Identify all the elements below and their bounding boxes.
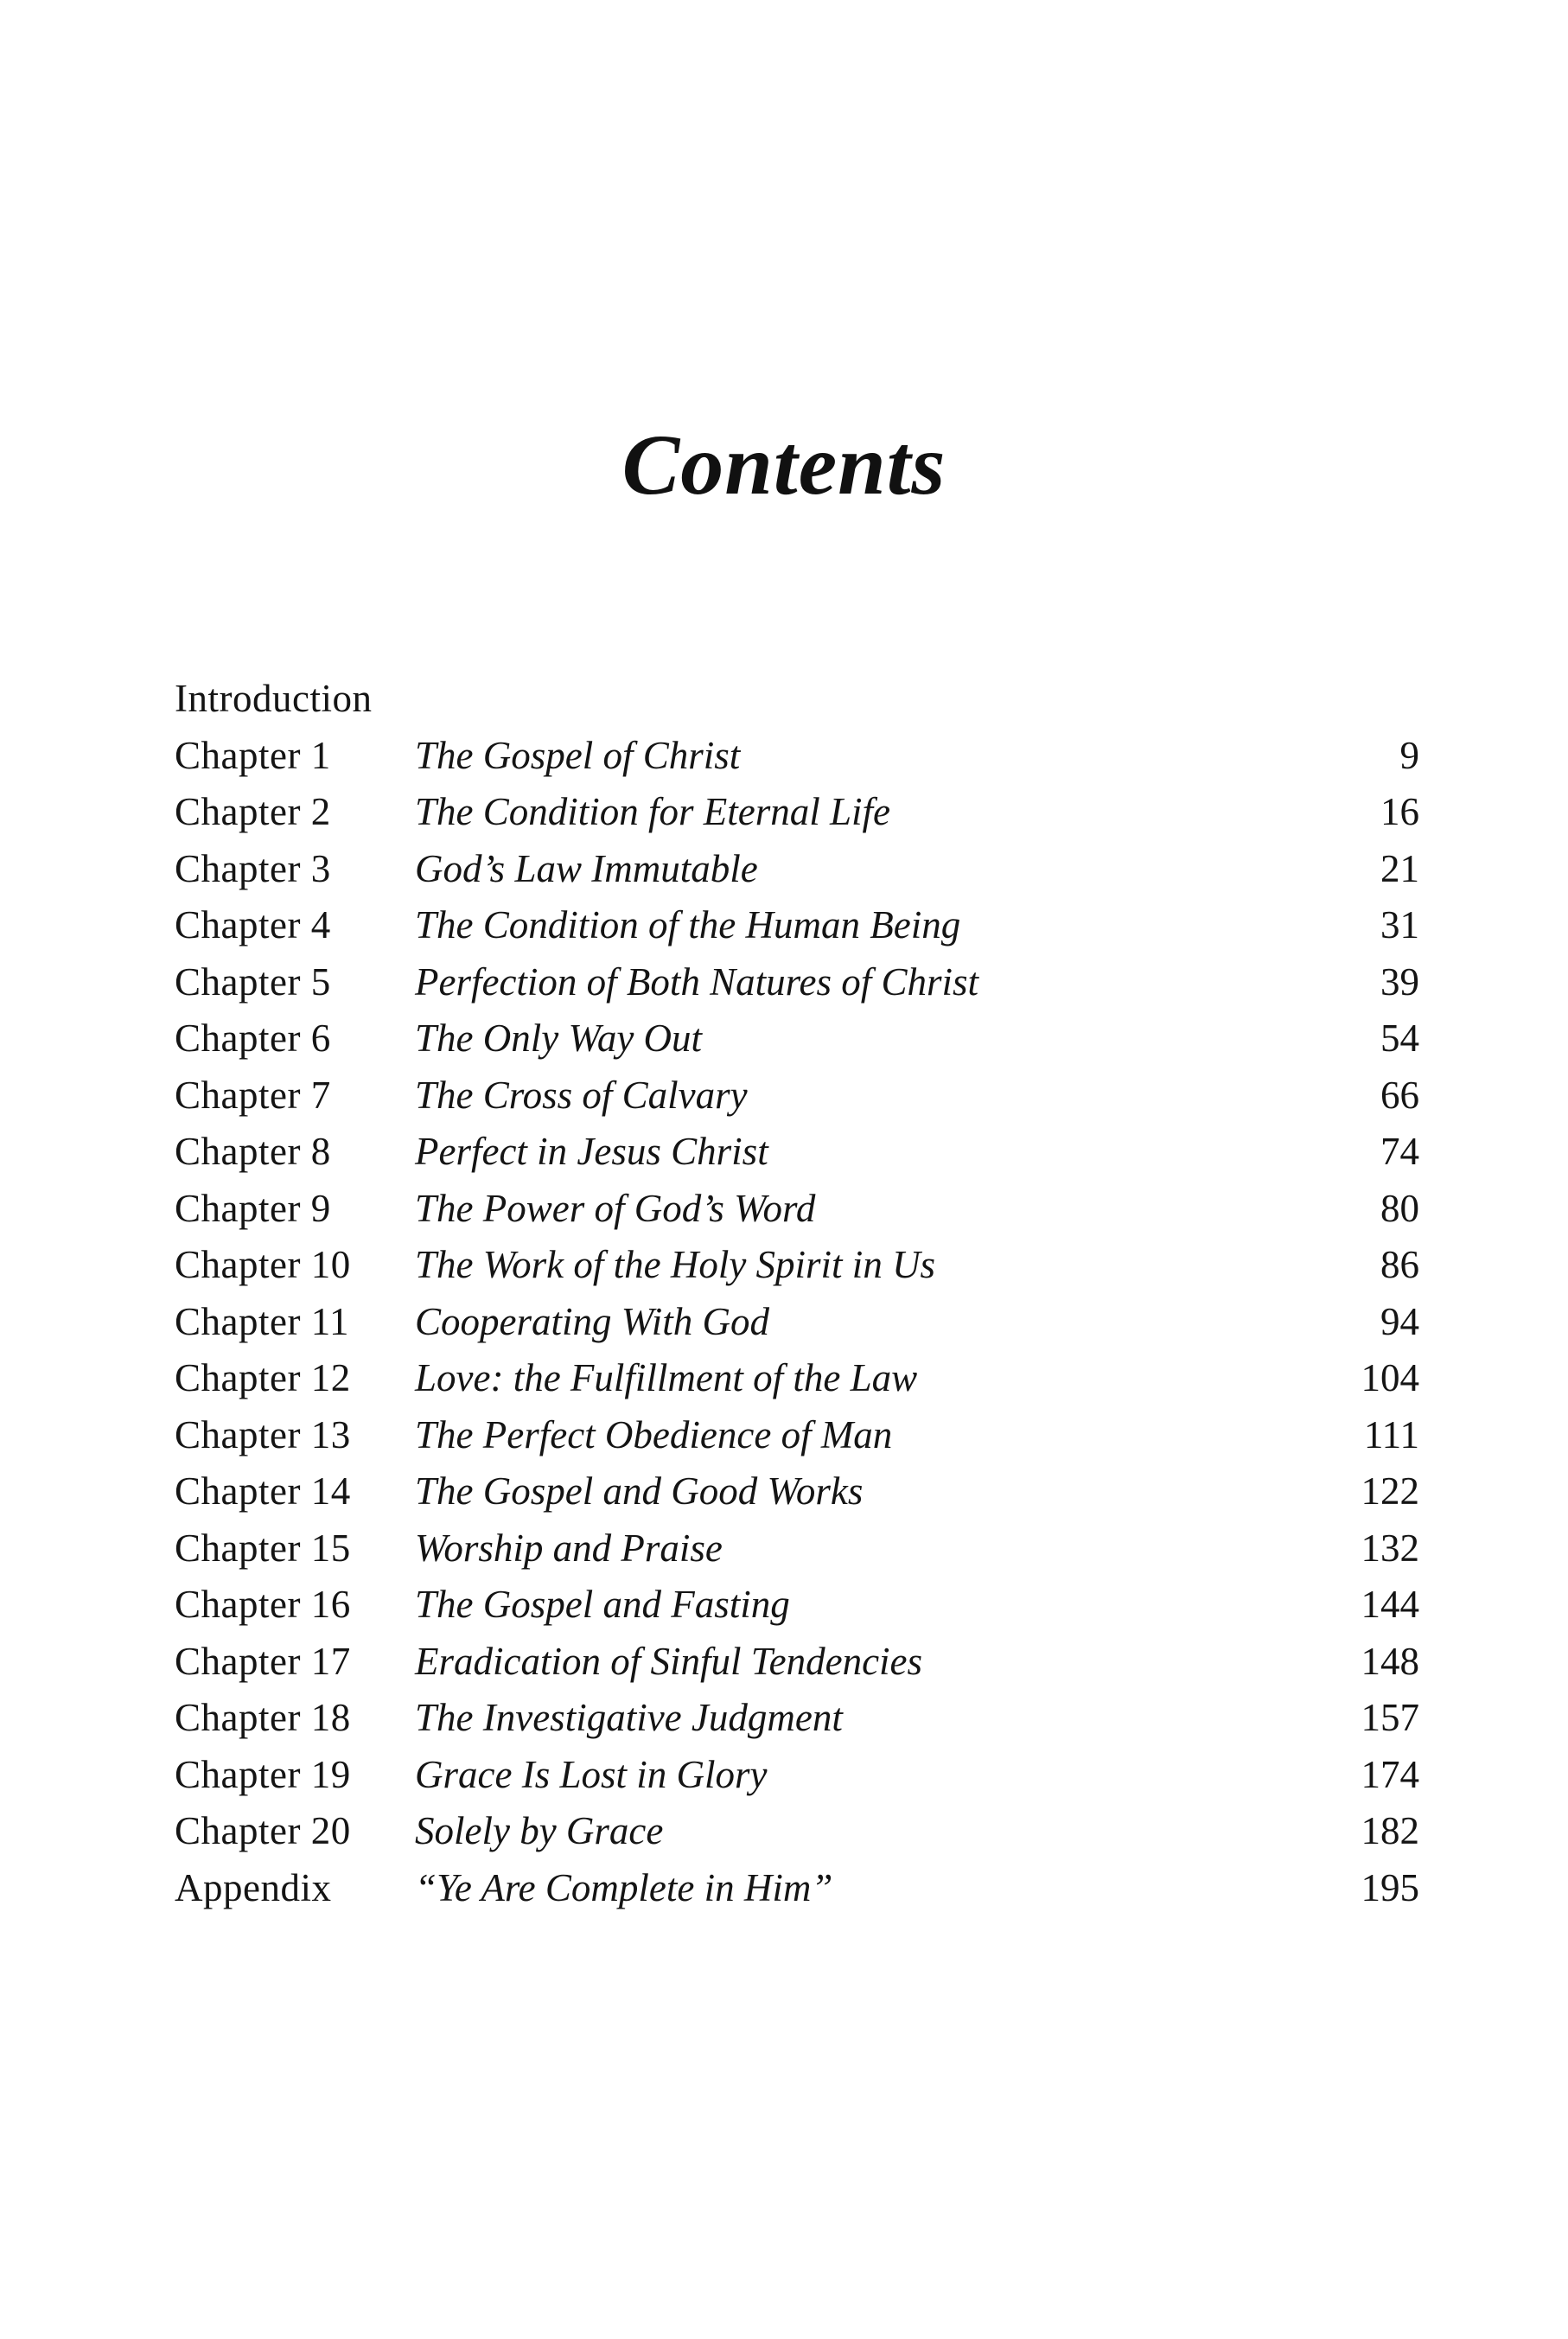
toc-entry-label: Chapter 16 xyxy=(175,1583,351,1626)
toc-entry-title: The Condition of the Human Being xyxy=(415,903,961,946)
toc-entry-page: 9 xyxy=(1399,733,1419,777)
toc-entry-chapter-15 xyxy=(175,1520,1419,1577)
toc-entry-chapter-14 xyxy=(175,1463,1419,1520)
toc-entry-title: The Only Way Out xyxy=(415,1017,703,1060)
toc-entry-label: Chapter 1 xyxy=(175,733,331,777)
toc-entry-label: Chapter 17 xyxy=(175,1639,351,1683)
toc-entry-label: Chapter 14 xyxy=(175,1469,351,1513)
toc-entry-title: The Gospel and Good Works xyxy=(415,1469,864,1513)
toc-entry-label: Chapter 15 xyxy=(175,1526,351,1570)
toc-entry-title: God’s Law Immutable xyxy=(415,846,758,890)
toc-entry-chapter-9 xyxy=(175,1181,1419,1238)
toc-entry-title: The Gospel of Christ xyxy=(415,733,741,777)
toc-entry-title: The Power of God’s Word xyxy=(415,1186,816,1230)
toc-entry-page: 148 xyxy=(1361,1639,1419,1683)
toc-entry-chapter-4 xyxy=(175,897,1419,954)
toc-entry-title: The Condition for Eternal Life xyxy=(415,790,891,833)
toc-entry-title: Worship and Praise xyxy=(415,1526,723,1570)
toc-entry-page: 31 xyxy=(1380,903,1419,946)
toc-entry-label: Chapter 13 xyxy=(175,1412,351,1456)
toc-entry-label: Chapter 3 xyxy=(175,846,331,890)
toc-entry-label: Chapter 6 xyxy=(175,1017,331,1060)
toc-entry-chapter-12 xyxy=(175,1350,1419,1407)
toc-entry-title: Perfect in Jesus Christ xyxy=(415,1130,768,1173)
toc-entry-label: Chapter 8 xyxy=(175,1130,331,1173)
table-of-contents xyxy=(175,671,1419,1916)
toc-entry-chapter-18 xyxy=(175,1690,1419,1747)
toc-entry-page: 74 xyxy=(1380,1130,1419,1173)
toc-entry-page: 132 xyxy=(1361,1526,1419,1570)
toc-entry-label: Chapter 4 xyxy=(175,903,331,946)
toc-entry-chapter-16 xyxy=(175,1577,1419,1634)
toc-entry-chapter-7 xyxy=(175,1068,1419,1125)
toc-entry-chapter-8 xyxy=(175,1124,1419,1181)
toc-entry-chapter-6 xyxy=(175,1010,1419,1068)
toc-entry-introduction xyxy=(175,671,1419,728)
toc-entry-page: 39 xyxy=(1380,959,1419,1004)
toc-entry-label: Chapter 2 xyxy=(175,790,331,833)
toc-entry-page: 122 xyxy=(1361,1469,1419,1513)
toc-entry-page: 21 xyxy=(1380,846,1419,890)
toc-entry-chapter-2 xyxy=(175,784,1419,841)
toc-entry-title: The Perfect Obedience of Man xyxy=(415,1412,893,1456)
toc-entry-chapter-20 xyxy=(175,1803,1419,1860)
toc-entry-title: Love: the Fulfillment of the Law xyxy=(415,1356,918,1399)
toc-entry-page: 86 xyxy=(1380,1243,1419,1286)
toc-entry-label: Introduction xyxy=(175,677,373,720)
toc-entry-label: Chapter 5 xyxy=(175,959,331,1004)
toc-entry-chapter-1 xyxy=(175,728,1419,785)
toc-entry-page: 182 xyxy=(1361,1809,1419,1852)
toc-entry-page: 66 xyxy=(1380,1073,1419,1117)
toc-entry-chapter-13 xyxy=(175,1407,1419,1464)
toc-entry-appendix xyxy=(175,1860,1419,1917)
toc-entry-title: Eradication of Sinful Tendencies xyxy=(415,1639,923,1683)
toc-entry-chapter-3 xyxy=(175,841,1419,898)
toc-entry-page: 195 xyxy=(1361,1865,1419,1909)
page-title: Contents xyxy=(621,417,947,513)
toc-entry-page: 157 xyxy=(1361,1696,1419,1739)
toc-entry-chapter-19 xyxy=(175,1747,1419,1804)
toc-entry-title: Grace Is Lost in Glory xyxy=(415,1752,768,1796)
toc-entry-chapter-11 xyxy=(175,1294,1419,1351)
toc-entry-page: 54 xyxy=(1380,1017,1419,1060)
toc-entry-label: Chapter 19 xyxy=(175,1752,351,1796)
toc-entry-chapter-10 xyxy=(175,1237,1419,1294)
toc-entry-label: Chapter 7 xyxy=(175,1073,331,1117)
toc-entry-label: Appendix xyxy=(175,1865,332,1909)
toc-entry-title: Cooperating With God xyxy=(415,1299,770,1343)
toc-entry-chapter-17 xyxy=(175,1634,1419,1691)
toc-entry-chapter-5 xyxy=(175,954,1419,1011)
toc-entry-label: Chapter 20 xyxy=(175,1809,351,1852)
toc-entry-title: The Investigative Judgment xyxy=(415,1696,843,1739)
toc-entry-title: Perfection of Both Natures of Christ xyxy=(415,959,979,1004)
toc-entry-label: Chapter 11 xyxy=(175,1299,350,1343)
toc-entry-title: The Cross of Calvary xyxy=(415,1073,748,1117)
toc-entry-page: 174 xyxy=(1361,1752,1419,1796)
toc-entry-page: 104 xyxy=(1361,1356,1419,1399)
toc-entry-label: Chapter 10 xyxy=(175,1243,351,1286)
toc-entry-title: Solely by Grace xyxy=(415,1809,664,1852)
toc-entry-title: The Work of the Holy Spirit in Us xyxy=(415,1243,936,1286)
toc-entry-title: “Ye Are Complete in Him” xyxy=(415,1865,833,1909)
toc-entry-page: 80 xyxy=(1380,1186,1419,1230)
toc-entry-title: The Gospel and Fasting xyxy=(415,1583,790,1626)
toc-entry-label: Chapter 18 xyxy=(175,1696,351,1739)
toc-entry-label: Chapter 9 xyxy=(175,1186,331,1230)
toc-entry-page: 144 xyxy=(1361,1583,1419,1626)
toc-entry-page: 111 xyxy=(1363,1412,1419,1456)
toc-entry-page: 16 xyxy=(1380,790,1419,833)
toc-entry-page: 94 xyxy=(1380,1299,1419,1343)
toc-entry-label: Chapter 12 xyxy=(175,1356,351,1399)
